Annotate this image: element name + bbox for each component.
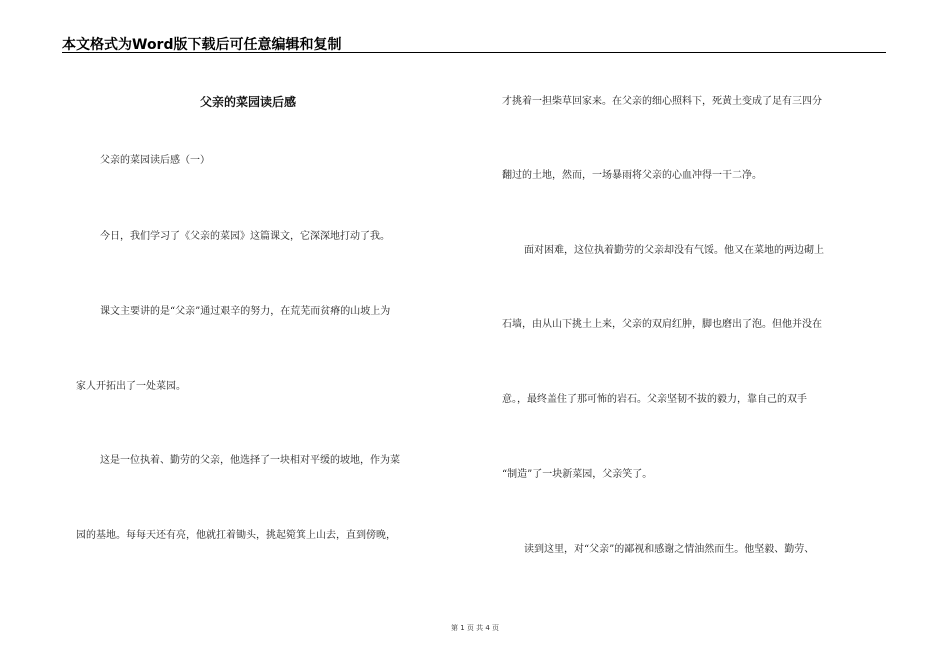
paragraph-line: 家人开拓出了一处菜园。 (76, 381, 186, 392)
paragraph-line: 读到这里，对“父亲”的鄙视和感谢之情油然而生。他坚毅、勤劳、 (524, 544, 815, 555)
paragraph-line: 意。，最终盖住了那可怖的岩石。父亲坚韧不拔的毅力，靠自己的双手 (502, 394, 807, 405)
paragraph-line: 今日，我们学习了《父亲的菜园》这篇课文，它深深地打动了我。 (100, 231, 390, 242)
paragraph-line: 这是一位执着、勤劳的父亲，他选择了一块相对平缓的坡地，作为菜 (100, 455, 400, 466)
paragraph-line: 石墙，由从山下挑土上来，父亲的双肩红肿，脚也磨出了泡。但他并没在 (502, 319, 822, 330)
paragraph-line: “制造”了一块新菜园，父亲笑了。 (502, 469, 653, 480)
document-title: 父亲的菜园读后感 (200, 95, 297, 109)
header-banner: 本文格式为Word版下载后可任意编辑和复制 (62, 37, 342, 53)
paragraph-line: 园的基地。每每天还有亮，他就扛着锄头，挑起箢箕上山去，直到傍晚， (76, 530, 396, 541)
paragraph-line: 翻过的土地，然而，一场暴雨将父亲的心血冲得一干二净。 (502, 170, 762, 181)
paragraph-line: 面对困难，这位执着勤劳的父亲却没有气馁。他又在菜地的两边砌上 (524, 245, 824, 256)
page-footer: 第 1 页 共 4 页 (450, 624, 500, 632)
paragraph-line: 父亲的菜园读后感（一） (100, 155, 210, 166)
paragraph-line: 才挑着一担柴草回家来。在父亲的细心照料下，死黄土变成了足有三四分 (502, 96, 822, 107)
paragraph-line: 课文主要讲的是“父亲”通过艰辛的努力，在荒芜而贫瘠的山坡上为 (100, 306, 391, 317)
left-column (74, 0, 474, 672)
right-column (500, 0, 900, 672)
